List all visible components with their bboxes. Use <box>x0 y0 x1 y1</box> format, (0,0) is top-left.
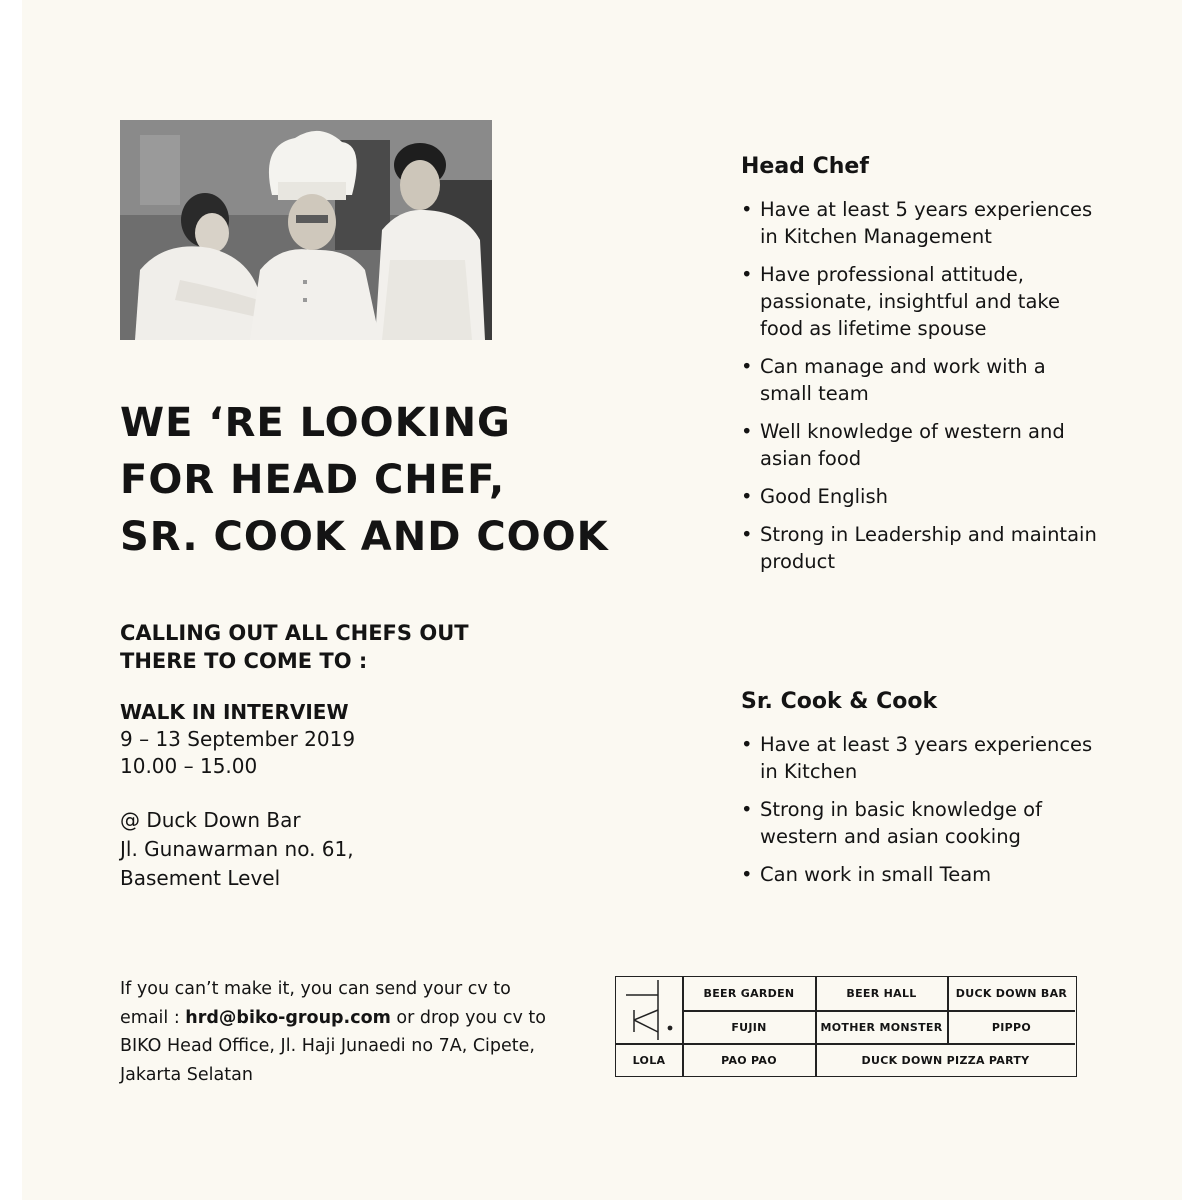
brand-fujin: FUJIN <box>731 1020 767 1034</box>
venue-address <box>120 806 540 893</box>
biko-logo-icon <box>620 980 678 1040</box>
callout-line: THERE TO COME TO : <box>120 649 368 673</box>
walk-in-interview <box>120 699 540 780</box>
venue-line: Jl. Gunawarman no. 61, <box>120 837 354 861</box>
requirement-item: • Have at least 5 years experiences in Kitchen Management <box>741 196 1101 250</box>
cv-lead-text: If you can’t make it, you can send your cv to email : <box>120 979 511 1028</box>
poster <box>22 0 1182 1200</box>
requirement-item: • Good English <box>741 483 1101 510</box>
requirement-item: • Have professional attitude, passionate, insightful and take food as lifetime spouse <box>741 261 1101 342</box>
requirement-item: • Strong in basic knowledge of western and asian cooking <box>741 796 1101 850</box>
cv-instructions <box>120 975 560 1089</box>
cv-rest-text: or drop you cv to BIKO Head Office, Jl. Haji Junaedi no 7A, Cipete, Jakarta Selatan <box>120 1007 546 1085</box>
brand-duck-down-bar: DUCK DOWN BAR <box>955 987 1068 1000</box>
headline-line: FOR HEAD CHEF, <box>120 457 506 503</box>
callout <box>120 619 540 675</box>
requirement-item: • Strong in Leadership and maintain product <box>741 521 1101 575</box>
brand-grid <box>615 976 1077 1077</box>
sr-cook-requirements <box>741 731 1101 899</box>
brand-mother-monster: MOTHER MONSTER <box>820 1020 943 1034</box>
brand-lola: LOLA <box>632 1053 666 1067</box>
requirement-item: • Have at least 3 years experiences in Kitchen <box>741 731 1101 785</box>
headline-line: WE ‘RE LOOKING <box>120 400 511 446</box>
venue-line: Basement Level <box>120 866 281 890</box>
sr-cook-title: Sr. Cook & Cook <box>741 689 938 714</box>
requirement-item: • Can work in small Team <box>741 861 1101 888</box>
head-chef-title: Head Chef <box>741 154 869 179</box>
walk-in-dates: 9 – 13 September 2019 <box>120 727 356 751</box>
chefs-photo <box>120 120 492 340</box>
requirement-item: • Can manage and work with a small team <box>741 353 1101 407</box>
chefs-photo-illustration <box>120 120 492 340</box>
callout-line: CALLING OUT ALL CHEFS OUT <box>120 621 469 645</box>
head-chef-requirements <box>741 196 1101 586</box>
brand-pippo: PIPPO <box>991 1020 1032 1034</box>
headline-line: SR. COOK AND COOK <box>120 514 609 560</box>
walk-in-time: 10.00 – 15.00 <box>120 754 258 778</box>
email-link[interactable]: hrd@biko-group.com <box>185 1007 391 1028</box>
brand-duck-down-pizza-party: DUCK DOWN PIZZA PARTY <box>861 1053 1030 1067</box>
requirement-item: • Well knowledge of western and asian food <box>741 418 1101 472</box>
brand-pao-pao: PAO PAO <box>721 1053 777 1067</box>
headline <box>120 395 680 566</box>
walk-in-title: WALK IN INTERVIEW <box>120 700 349 724</box>
brand-beer-hall: BEER HALL <box>846 987 917 1000</box>
brand-beer-garden: BEER GARDEN <box>703 987 795 1000</box>
venue-line: @ Duck Down Bar <box>120 808 301 832</box>
